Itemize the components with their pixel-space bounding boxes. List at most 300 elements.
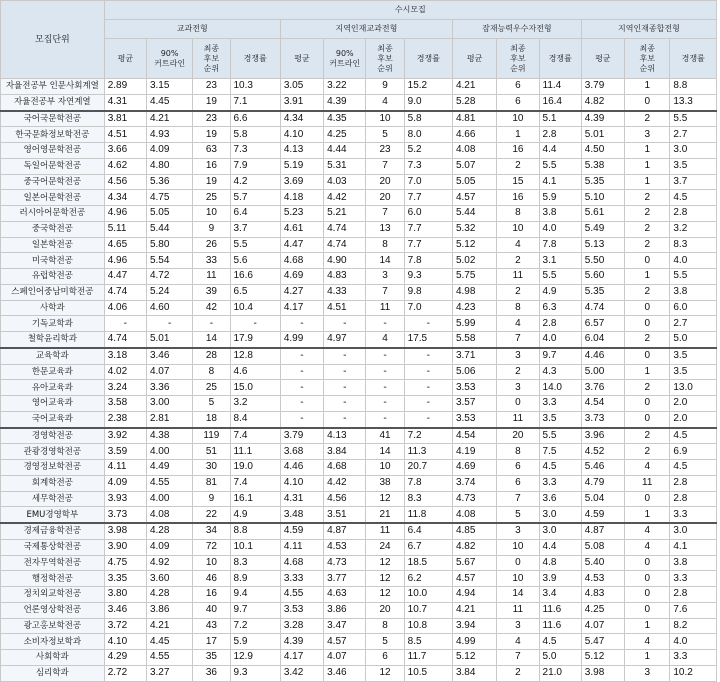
table-cell: 3.8 xyxy=(539,206,581,222)
table-cell: 3.27 xyxy=(146,665,192,681)
table-cell: 6.57 xyxy=(581,316,624,332)
table-cell: 21.0 xyxy=(539,665,581,681)
unit-name: 유아교육과 xyxy=(1,380,105,396)
table-cell: 6.0 xyxy=(404,206,452,222)
table-cell: 3.58 xyxy=(104,396,146,412)
table-cell: 3 xyxy=(497,348,539,364)
table-cell: 4.74 xyxy=(581,300,624,316)
table-cell: 4.68 xyxy=(280,555,323,571)
table-row xyxy=(1,94,717,110)
table-body xyxy=(1,79,717,682)
table-cell: 3.92 xyxy=(104,428,146,444)
table-cell: 4.97 xyxy=(324,332,366,348)
table-cell: 4.21 xyxy=(452,602,496,618)
table-cell: 2 xyxy=(625,380,670,396)
table-cell: 4.10 xyxy=(280,127,323,143)
subheader-rank xyxy=(625,39,670,79)
table-cell: 0 xyxy=(625,253,670,269)
table-cell: 9.4 xyxy=(230,587,280,603)
table-row xyxy=(1,539,717,555)
table-cell: 3.48 xyxy=(280,507,323,523)
subheader-comp-text: 경쟁률 xyxy=(548,53,572,63)
table-cell: 3.73 xyxy=(581,411,624,427)
table-cell: 3.53 xyxy=(280,602,323,618)
table-cell: 5.5 xyxy=(670,269,717,285)
table-cell: 16 xyxy=(193,587,230,603)
table-cell: 14 xyxy=(366,253,404,269)
table-cell: 12 xyxy=(366,587,404,603)
table-cell: 7.2 xyxy=(230,618,280,634)
table-cell: 3.28 xyxy=(280,618,323,634)
table-cell: 15.0 xyxy=(230,380,280,396)
table-cell: 8 xyxy=(366,237,404,253)
subheader-cut90 xyxy=(146,39,192,79)
table-cell: 5.23 xyxy=(280,206,323,222)
table-cell: 4.39 xyxy=(280,634,323,650)
table-cell: 4 xyxy=(625,539,670,555)
table-cell: 4.25 xyxy=(581,602,624,618)
table-cell: 3.84 xyxy=(452,665,496,681)
table-cell: 4.00 xyxy=(146,491,192,507)
table-cell: 3.36 xyxy=(146,380,192,396)
table-cell: 1 xyxy=(625,507,670,523)
table-cell: 0 xyxy=(625,316,670,332)
subheader-rank-text: 최종 xyxy=(639,43,655,53)
table-cell: 3 xyxy=(497,380,539,396)
table-cell: 3.72 xyxy=(104,618,146,634)
table-cell: 3.68 xyxy=(280,444,323,460)
table-cell: 4.31 xyxy=(280,491,323,507)
table-cell: 4.5 xyxy=(539,460,581,476)
table-cell: 4.55 xyxy=(146,475,192,491)
table-cell: 16 xyxy=(497,143,539,159)
table-cell: 6.2 xyxy=(404,571,452,587)
table-cell: 4.56 xyxy=(324,491,366,507)
table-cell: 9.3 xyxy=(230,665,280,681)
table-cell: 2 xyxy=(625,237,670,253)
table-cell: - xyxy=(324,411,366,427)
table-cell: 4.07 xyxy=(146,364,192,380)
table-cell: 4.19 xyxy=(452,444,496,460)
table-row xyxy=(1,111,717,127)
table-cell: 4.08 xyxy=(452,507,496,523)
table-cell: 10.8 xyxy=(404,618,452,634)
table-cell: 4.75 xyxy=(104,555,146,571)
table-cell: 3.86 xyxy=(146,602,192,618)
table-cell: 4.11 xyxy=(280,539,323,555)
table-cell: 3.2 xyxy=(230,396,280,412)
table-cell: 4.23 xyxy=(452,300,496,316)
table-cell: 4.98 xyxy=(452,284,496,300)
table-cell: 5.21 xyxy=(324,206,366,222)
table-cell: 4.92 xyxy=(146,555,192,571)
subheader-rank-text: 최종 xyxy=(203,43,220,53)
table-cell: 4.9 xyxy=(230,507,280,523)
table-row xyxy=(1,190,717,206)
table-cell: 8.8 xyxy=(230,523,280,539)
table-cell: 5.32 xyxy=(452,221,496,237)
table-cell: 16.4 xyxy=(539,94,581,110)
table-cell: 4.68 xyxy=(280,253,323,269)
table-cell: 4.49 xyxy=(146,460,192,476)
table-cell: 0 xyxy=(625,555,670,571)
table-cell: 3.46 xyxy=(324,665,366,681)
table-cell: 5.8 xyxy=(404,111,452,127)
table-cell: 4.59 xyxy=(280,523,323,539)
table-cell: 4.79 xyxy=(581,475,624,491)
table-cell: 4.83 xyxy=(324,269,366,285)
table-cell: 3.93 xyxy=(104,491,146,507)
table-cell: 4.07 xyxy=(581,618,624,634)
table-cell: 4.02 xyxy=(104,364,146,380)
table-cell: 3.05 xyxy=(280,79,323,95)
table-cell: 4.54 xyxy=(452,428,496,444)
table-cell: 5.08 xyxy=(581,539,624,555)
table-cell: 10 xyxy=(497,571,539,587)
table-cell: 7.8 xyxy=(404,475,452,491)
table-cell: 5.11 xyxy=(104,221,146,237)
subheader-cut90-text: 90% xyxy=(335,48,354,58)
table-cell: 3 xyxy=(625,665,670,681)
table-row xyxy=(1,316,717,332)
table-cell: 3.57 xyxy=(452,396,496,412)
table-cell: 5.80 xyxy=(146,237,192,253)
table-cell: 4.03 xyxy=(324,174,366,190)
table-cell: 4.72 xyxy=(146,269,192,285)
table-row xyxy=(1,79,717,95)
table-cell: 4.80 xyxy=(146,158,192,174)
unit-name: 철학윤리학과 xyxy=(1,332,105,348)
table-cell: 26 xyxy=(193,237,230,253)
table-cell: 20.7 xyxy=(404,460,452,476)
table-cell: - xyxy=(324,348,366,364)
table-row xyxy=(1,444,717,460)
table-cell: - xyxy=(366,380,404,396)
table-cell: 1 xyxy=(625,650,670,666)
table-cell: 6.7 xyxy=(404,539,452,555)
table-cell: 4.09 xyxy=(146,539,192,555)
subheader-rank xyxy=(193,39,230,79)
table-cell: 4.10 xyxy=(280,475,323,491)
subheader-rank-text: 순위 xyxy=(510,63,526,73)
table-cell: 7.3 xyxy=(230,143,280,159)
table-cell: 28 xyxy=(193,348,230,364)
table-cell: 4 xyxy=(366,332,404,348)
table-cell: 4.34 xyxy=(104,190,146,206)
table-cell: 11.4 xyxy=(539,79,581,95)
table-cell: 4.63 xyxy=(324,587,366,603)
table-cell: 4.93 xyxy=(146,127,192,143)
table-cell: 15.2 xyxy=(404,79,452,95)
table-cell: 4.31 xyxy=(104,94,146,110)
table-cell: 3.8 xyxy=(670,555,717,571)
table-cell: 4.44 xyxy=(324,143,366,159)
table-cell: 5.10 xyxy=(581,190,624,206)
table-cell: 5.06 xyxy=(452,364,496,380)
table-cell: - xyxy=(280,396,323,412)
table-cell: 3.66 xyxy=(104,143,146,159)
table-cell: 4.45 xyxy=(146,634,192,650)
unit-name: 국제통상학전공 xyxy=(1,539,105,555)
table-cell: 5.5 xyxy=(670,111,717,127)
table-cell: 4.54 xyxy=(581,396,624,412)
table-cell: 4.21 xyxy=(452,79,496,95)
table-cell: 20 xyxy=(497,428,539,444)
table-cell: 4.69 xyxy=(452,460,496,476)
table-cell: 3.96 xyxy=(581,428,624,444)
table-cell: 4.39 xyxy=(581,111,624,127)
table-row xyxy=(1,587,717,603)
unit-name: 자율전공부 자연계열 xyxy=(1,94,105,110)
table-cell: 4.21 xyxy=(146,111,192,127)
table-cell: 6.5 xyxy=(230,284,280,300)
unit-name: 세무학전공 xyxy=(1,491,105,507)
subheader-cut90-text: 90% xyxy=(160,48,179,58)
table-cell: 5.5 xyxy=(539,269,581,285)
table-cell: 4.74 xyxy=(324,237,366,253)
table-cell: 4.75 xyxy=(146,190,192,206)
table-cell: 4.90 xyxy=(324,253,366,269)
table-cell: 2 xyxy=(497,284,539,300)
unit-name: 경제금융학전공 xyxy=(1,523,105,539)
table-cell: 9.3 xyxy=(404,269,452,285)
table-cell: 6.4 xyxy=(404,523,452,539)
subheader-comp xyxy=(670,39,717,79)
table-cell: 25 xyxy=(193,380,230,396)
subheader-comp xyxy=(539,39,581,79)
table-cell: 8.3 xyxy=(230,555,280,571)
unit-name: 전자무역학전공 xyxy=(1,555,105,571)
table-row xyxy=(1,396,717,412)
subheader-cut90-text: 커트라인 xyxy=(154,58,186,68)
table-cell: - xyxy=(404,411,452,427)
table-cell: 20 xyxy=(366,602,404,618)
table-cell: 4 xyxy=(497,634,539,650)
table-cell: 2.81 xyxy=(146,411,192,427)
table-cell: 4.10 xyxy=(104,634,146,650)
table-cell: 5.2 xyxy=(404,143,452,159)
table-cell: 4.6 xyxy=(230,364,280,380)
table-cell: 3.98 xyxy=(581,665,624,681)
table-cell: 5.00 xyxy=(581,364,624,380)
table-cell: 4.87 xyxy=(324,523,366,539)
table-cell: 4.66 xyxy=(452,127,496,143)
table-cell: 4 xyxy=(625,634,670,650)
table-header xyxy=(1,1,717,79)
table-cell: 3.22 xyxy=(324,79,366,95)
table-cell: 6.6 xyxy=(230,111,280,127)
table-cell: 8.5 xyxy=(404,634,452,650)
table-cell: 8.3 xyxy=(404,491,452,507)
table-cell: 10 xyxy=(366,111,404,127)
unit-name: 소비자정보학과 xyxy=(1,634,105,650)
table-cell: 12 xyxy=(366,665,404,681)
table-cell: 14 xyxy=(497,587,539,603)
table-cell: 4.28 xyxy=(146,523,192,539)
table-cell: 11 xyxy=(497,602,539,618)
table-cell: - xyxy=(230,316,280,332)
table-cell: 7.4 xyxy=(230,428,280,444)
table-cell: 23 xyxy=(193,79,230,95)
table-cell: 5.36 xyxy=(146,174,192,190)
table-cell: 20 xyxy=(366,190,404,206)
table-cell: 4 xyxy=(625,523,670,539)
table-cell: 41 xyxy=(366,428,404,444)
table-cell: 4.5 xyxy=(670,428,717,444)
unit-name: 국어교육과 xyxy=(1,411,105,427)
table-cell: 10.1 xyxy=(230,539,280,555)
subheader-rank-text: 최종 xyxy=(510,43,526,53)
table-cell: - xyxy=(404,316,452,332)
table-cell: 4.13 xyxy=(280,143,323,159)
table-cell: - xyxy=(404,396,452,412)
table-cell: 3.5 xyxy=(670,158,717,174)
table-cell: - xyxy=(280,364,323,380)
table-cell: 3.73 xyxy=(104,507,146,523)
header-susi: 수시모집 xyxy=(104,1,716,20)
table-cell: 3.79 xyxy=(280,428,323,444)
table-cell: 5.12 xyxy=(452,650,496,666)
table-cell: 4.5 xyxy=(670,460,717,476)
table-cell: 2 xyxy=(625,221,670,237)
table-cell: 63 xyxy=(193,143,230,159)
unit-name: 교육학과 xyxy=(1,348,105,364)
table-cell: 4.09 xyxy=(146,143,192,159)
table-cell: 4.74 xyxy=(104,284,146,300)
table-cell: 12.8 xyxy=(230,348,280,364)
table-cell: 2 xyxy=(625,444,670,460)
table-cell: 4 xyxy=(497,237,539,253)
table-cell: 4.34 xyxy=(280,111,323,127)
table-cell: 4 xyxy=(625,460,670,476)
table-cell: 0 xyxy=(625,94,670,110)
table-cell: 2.8 xyxy=(670,206,717,222)
header-group-jiyeok-gyogwa: 지역인재교과전형 xyxy=(280,20,452,39)
table-cell: 13.0 xyxy=(670,380,717,396)
table-cell: 1 xyxy=(625,618,670,634)
table-row xyxy=(1,380,717,396)
unit-name: 스페인어중남미학전공 xyxy=(1,284,105,300)
table-row xyxy=(1,253,717,269)
table-cell: 4.82 xyxy=(452,539,496,555)
table-cell: 3.0 xyxy=(539,523,581,539)
table-cell: 7.4 xyxy=(230,475,280,491)
table-cell: 14 xyxy=(366,444,404,460)
table-cell: 4.08 xyxy=(146,507,192,523)
table-cell: 3.60 xyxy=(146,571,192,587)
table-cell: 6 xyxy=(366,650,404,666)
header-unit: 모집단위 xyxy=(1,1,105,79)
table-row xyxy=(1,143,717,159)
table-cell: 3.71 xyxy=(452,348,496,364)
table-cell: 5.0 xyxy=(670,332,717,348)
table-cell: 5.6 xyxy=(230,253,280,269)
table-cell: 3.86 xyxy=(324,602,366,618)
table-cell: 19 xyxy=(193,127,230,143)
table-cell: 3.80 xyxy=(104,587,146,603)
subheader-rank-text: 순위 xyxy=(639,63,655,73)
table-cell: 9.7 xyxy=(539,348,581,364)
table-cell: 11.8 xyxy=(404,507,452,523)
table-cell: 4.4 xyxy=(539,539,581,555)
table-cell: 3.42 xyxy=(280,665,323,681)
table-cell: 5.7 xyxy=(230,190,280,206)
table-row xyxy=(1,284,717,300)
table-cell: 4 xyxy=(366,94,404,110)
table-cell: 5.44 xyxy=(452,206,496,222)
table-cell: 25 xyxy=(193,190,230,206)
table-cell: 2 xyxy=(497,158,539,174)
table-cell: 4.96 xyxy=(104,206,146,222)
table-cell: - xyxy=(404,364,452,380)
table-cell: 4.61 xyxy=(280,221,323,237)
table-cell: 3.3 xyxy=(539,396,581,412)
table-cell: 7 xyxy=(366,158,404,174)
table-cell: 3.00 xyxy=(146,396,192,412)
table-cell: 5.24 xyxy=(146,284,192,300)
table-cell: 5.44 xyxy=(146,221,192,237)
unit-name: 중국어문학전공 xyxy=(1,174,105,190)
table-cell: 4.51 xyxy=(324,300,366,316)
table-cell: 3.1 xyxy=(539,253,581,269)
unit-name: 회계학전공 xyxy=(1,475,105,491)
table-cell: - xyxy=(366,316,404,332)
table-cell: 5.01 xyxy=(581,127,624,143)
subheader-comp xyxy=(404,39,452,79)
subheader-avg xyxy=(104,39,146,79)
table-cell: 6.04 xyxy=(581,332,624,348)
table-cell: 2 xyxy=(625,332,670,348)
table-cell: 10.4 xyxy=(230,300,280,316)
table-cell: 4.08 xyxy=(452,143,496,159)
table-cell: 33 xyxy=(193,253,230,269)
table-cell: 2.89 xyxy=(104,79,146,95)
table-cell: - xyxy=(324,364,366,380)
table-row xyxy=(1,507,717,523)
table-cell: 5.58 xyxy=(452,332,496,348)
table-row xyxy=(1,332,717,348)
table-cell: 4.1 xyxy=(670,539,717,555)
subheader-rank-text: 후보 xyxy=(377,53,393,63)
table-cell: 4.57 xyxy=(452,571,496,587)
table-cell: 1 xyxy=(625,79,670,95)
table-cell: 5.50 xyxy=(581,253,624,269)
table-cell: 2 xyxy=(625,206,670,222)
table-cell: 8.3 xyxy=(670,237,717,253)
subheader-avg-text: 평균 xyxy=(466,53,483,63)
table-cell: 4.0 xyxy=(539,332,581,348)
table-cell: 2.7 xyxy=(670,316,717,332)
table-cell: 3.79 xyxy=(581,79,624,95)
table-cell: 4.8 xyxy=(539,555,581,571)
table-cell: 7.2 xyxy=(404,428,452,444)
table-row xyxy=(1,269,717,285)
table-cell: 6 xyxy=(497,475,539,491)
unit-name: 일본학전공 xyxy=(1,237,105,253)
table-cell: - xyxy=(366,348,404,364)
table-cell: 5.75 xyxy=(452,269,496,285)
table-row xyxy=(1,571,717,587)
table-cell: 8.9 xyxy=(230,571,280,587)
table-cell: 4.62 xyxy=(104,158,146,174)
table-cell: 40 xyxy=(193,602,230,618)
table-row xyxy=(1,428,717,444)
table-row xyxy=(1,348,717,364)
table-row xyxy=(1,300,717,316)
table-cell: 3.53 xyxy=(452,380,496,396)
table-cell: 1 xyxy=(625,269,670,285)
table-cell: 3 xyxy=(497,523,539,539)
